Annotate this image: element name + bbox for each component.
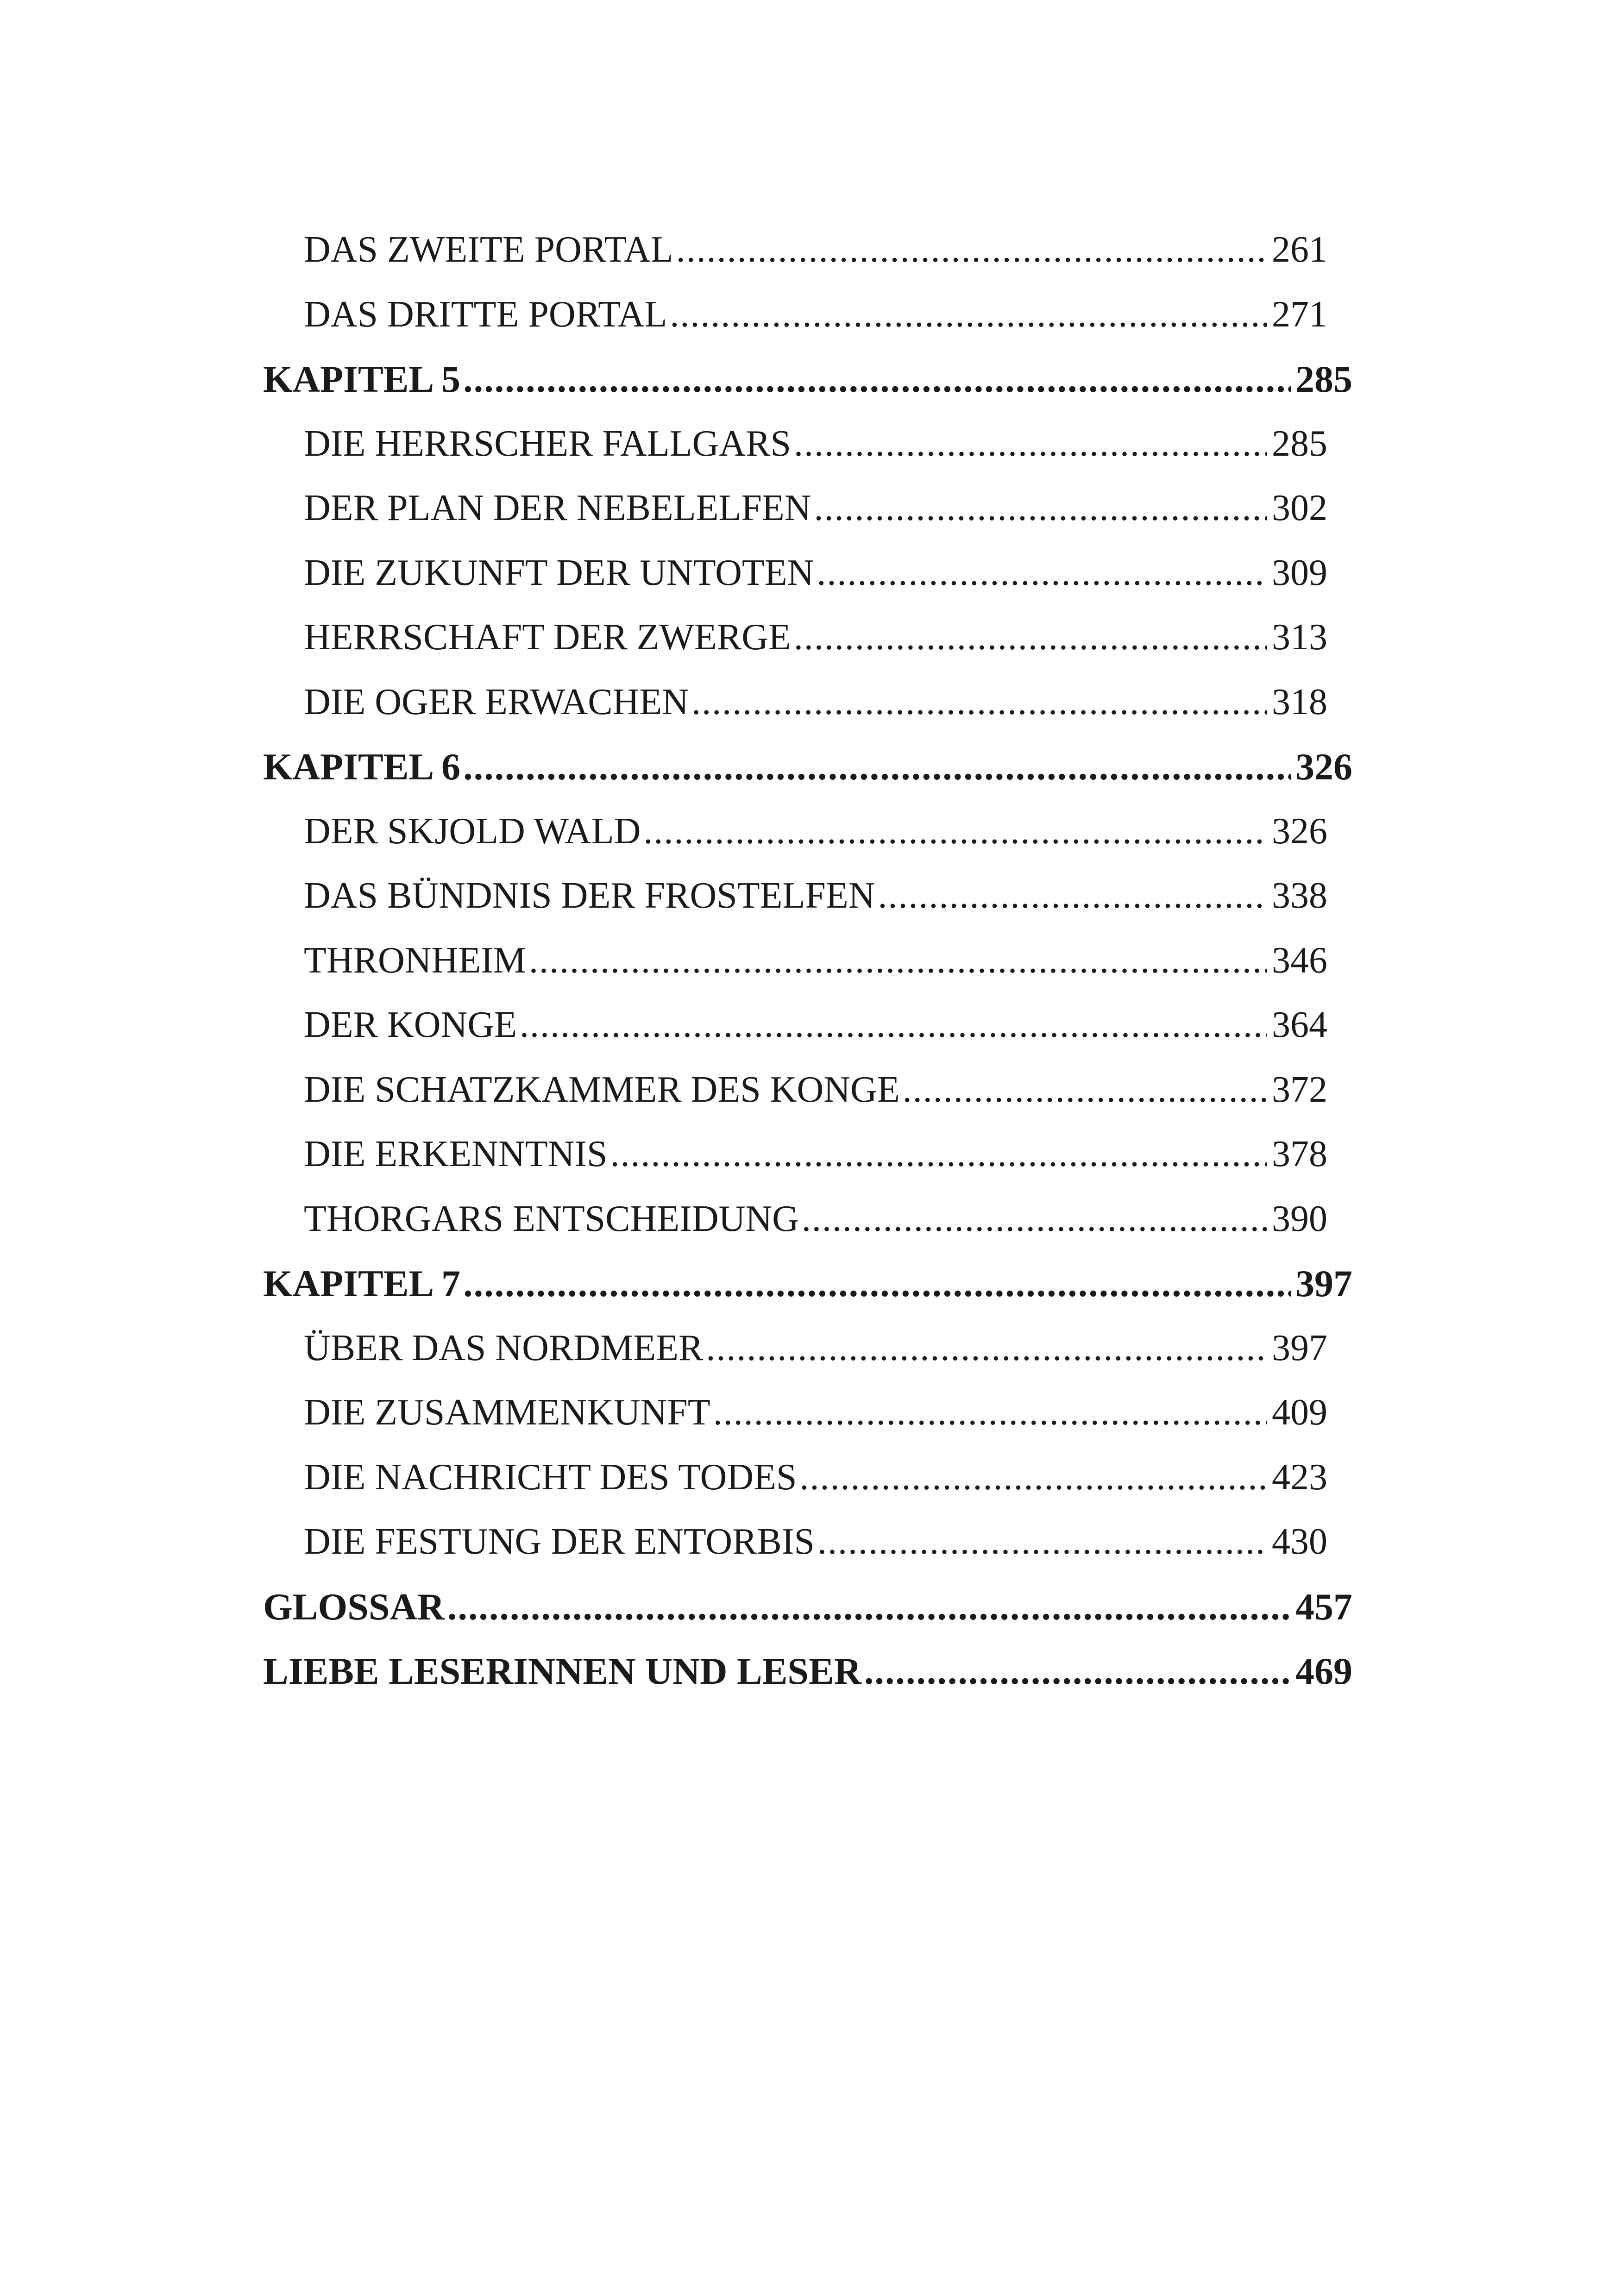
dot-leader [802, 1187, 1267, 1252]
toc-entry-die-oger-erwachen[interactable] [263, 670, 1327, 735]
toc-chapter-title: KAPITEL 5 [263, 358, 461, 400]
toc-chapter-page: 397 [1295, 1262, 1352, 1305]
toc-chapter-liebe-leserinnen-und-leser[interactable] [263, 1639, 1352, 1704]
toc-entry-das-buendnis-der-frostelfen[interactable] [263, 864, 1327, 928]
toc-entry-die-zusammenkunft[interactable] [263, 1380, 1327, 1445]
toc-entry-page: 302 [1272, 488, 1327, 528]
toc-entry-thronheim[interactable] [263, 928, 1327, 993]
toc-entry-page: 313 [1272, 617, 1327, 658]
dot-leader [814, 476, 1267, 541]
toc-entry-title: DER SKJOLD WALD [304, 810, 641, 852]
toc-entry-title: DIE OGER ERWACHEN [304, 681, 689, 722]
toc-entry-der-plan-der-nebelelfen[interactable] [263, 476, 1327, 541]
toc-entry-title: DIE ZUKUNFT DER UNTOTEN [304, 552, 814, 593]
dot-leader [878, 864, 1267, 928]
toc-entry-title: DAS ZWEITE PORTAL [304, 229, 673, 270]
toc-entry-title: THORGARS ENTSCHEIDUNG [304, 1198, 799, 1239]
dot-leader [447, 1575, 1291, 1639]
toc-entry-page: 397 [1272, 1327, 1327, 1368]
toc-entry-das-zweite-portal[interactable] [263, 218, 1327, 282]
toc-entry-title: ÜBER DAS NORDMEER [304, 1327, 704, 1368]
toc-entry-title: DIE HERRSCHER FALLGARS [304, 423, 791, 464]
toc-entry-die-zukunft-der-untoten[interactable] [263, 541, 1327, 606]
toc-entry-die-schatzkammer-des-konge[interactable] [263, 1058, 1327, 1123]
toc-entry-title: DIE FESTUNG DER ENTORBIS [304, 1521, 815, 1562]
dot-leader [794, 412, 1267, 477]
toc-entry-title: DIE ERKENNTNIS [304, 1134, 608, 1174]
toc-chapter-title: GLOSSAR [263, 1585, 445, 1628]
dot-leader [643, 799, 1267, 864]
toc-chapter-page: 285 [1295, 358, 1352, 400]
toc-entry-die-festung-der-entorbis[interactable] [263, 1510, 1327, 1575]
toc-entry-page: 318 [1272, 681, 1327, 722]
table-of-contents [263, 218, 1352, 1704]
toc-entry-page: 409 [1272, 1392, 1327, 1433]
toc-entry-page: 271 [1272, 294, 1327, 335]
toc-chapter-kapitel-6[interactable] [263, 734, 1352, 799]
dot-leader [903, 1058, 1267, 1123]
dot-leader [463, 734, 1291, 799]
toc-chapter-glossar[interactable] [263, 1575, 1352, 1639]
toc-entry-page: 372 [1272, 1069, 1327, 1110]
dot-leader [691, 670, 1267, 735]
toc-entry-title: DIE ZUSAMMENKUNFT [304, 1392, 710, 1433]
toc-entry-page: 285 [1272, 423, 1327, 464]
dot-leader [463, 347, 1291, 412]
dot-leader [706, 1316, 1267, 1381]
toc-entry-page: 326 [1272, 810, 1327, 852]
toc-entry-page: 423 [1272, 1456, 1327, 1498]
dot-leader [713, 1380, 1267, 1445]
toc-entry-title: DER KONGE [304, 1004, 517, 1045]
toc-entry-ueber-das-nordmeer[interactable] [263, 1316, 1327, 1381]
toc-entry-title: DAS BÜNDNIS DER FROSTELFEN [304, 875, 875, 916]
toc-entry-page: 346 [1272, 940, 1327, 981]
toc-entry-page: 261 [1272, 229, 1327, 270]
toc-entry-page: 364 [1272, 1004, 1327, 1045]
toc-entry-die-herrscher-fallgars[interactable] [263, 412, 1327, 477]
toc-entry-page: 390 [1272, 1198, 1327, 1239]
toc-entry-page: 309 [1272, 552, 1327, 593]
dot-leader [520, 993, 1267, 1058]
toc-entry-die-nachricht-des-todes[interactable] [263, 1445, 1327, 1510]
toc-entry-title: THRONHEIM [304, 940, 526, 981]
dot-leader [864, 1639, 1291, 1704]
toc-entry-thorgars-entscheidung[interactable] [263, 1187, 1327, 1252]
toc-entry-page: 338 [1272, 875, 1327, 916]
dot-leader [817, 1510, 1267, 1575]
toc-chapter-page: 457 [1295, 1585, 1352, 1628]
dot-leader [794, 605, 1267, 670]
toc-entry-title: DIE NACHRICHT DES TODES [304, 1456, 797, 1498]
toc-chapter-title: KAPITEL 6 [263, 746, 461, 788]
toc-entry-title: DIE SCHATZKAMMER DES KONGE [304, 1069, 900, 1110]
toc-chapter-title: LIEBE LESERINNEN UND LESER [263, 1650, 861, 1692]
dot-leader [610, 1122, 1267, 1187]
dot-leader [676, 218, 1267, 282]
toc-entry-page: 430 [1272, 1521, 1327, 1562]
toc-entry-page: 378 [1272, 1134, 1327, 1174]
toc-chapter-page: 469 [1295, 1650, 1352, 1692]
toc-entry-der-konge[interactable] [263, 993, 1327, 1058]
dot-leader [670, 282, 1267, 347]
toc-chapter-kapitel-7[interactable] [263, 1251, 1352, 1316]
toc-entry-title: HERRSCHAFT DER ZWERGE [304, 617, 791, 658]
dot-leader [800, 1445, 1267, 1510]
toc-entry-die-erkenntnis[interactable] [263, 1122, 1327, 1187]
toc-entry-das-dritte-portal[interactable] [263, 282, 1327, 347]
toc-chapter-kapitel-5[interactable] [263, 347, 1352, 412]
dot-leader [817, 541, 1267, 606]
toc-entry-title: DER PLAN DER NEBELELFEN [304, 488, 811, 528]
toc-entry-der-skjold-wald[interactable] [263, 799, 1327, 864]
toc-entry-herrschaft-der-zwerge[interactable] [263, 605, 1327, 670]
dot-leader [463, 1251, 1291, 1316]
toc-chapter-page: 326 [1295, 746, 1352, 788]
toc-chapter-title: KAPITEL 7 [263, 1262, 461, 1305]
toc-entry-title: DAS DRITTE PORTAL [304, 294, 667, 335]
dot-leader [529, 928, 1267, 993]
